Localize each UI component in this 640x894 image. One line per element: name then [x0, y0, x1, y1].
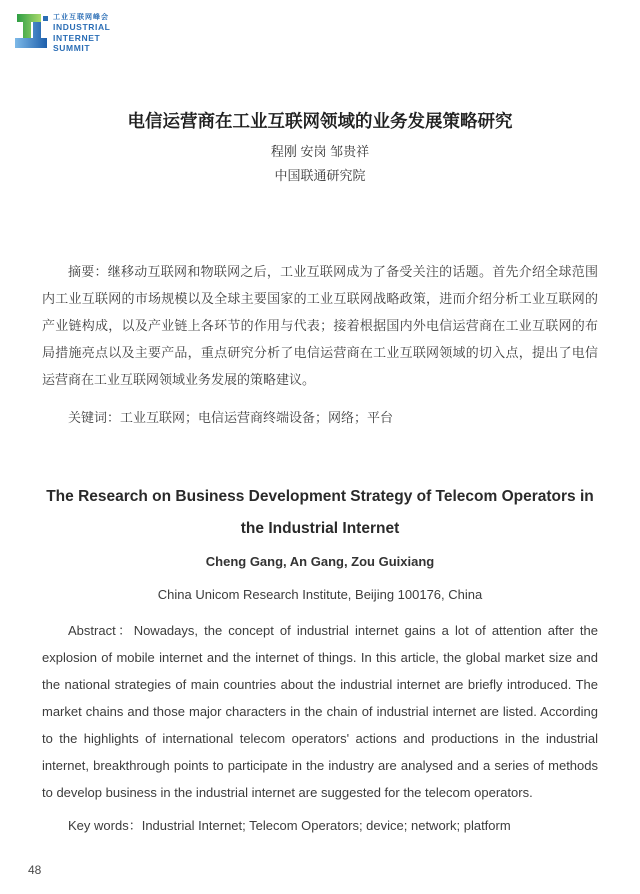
- en-title: The Research on Business Development Strategy of Telecom Operators in the Industrial Internet: [46, 488, 594, 537]
- en-keywords-text: Industrial Internet; Telecom Operators; device; network; platform: [141, 818, 511, 833]
- en-abstract-label: Abstract：: [68, 623, 134, 638]
- page-number: 48: [28, 863, 42, 877]
- summit-logo-mark-icon: [14, 10, 48, 52]
- industrial-internet-summit-logo: [14, 10, 110, 54]
- cn-abstract-label: 摘要：: [68, 264, 108, 279]
- cn-keywords: [42, 404, 598, 431]
- cn-title: 电信运营商在工业互联网领域的业务发展策略研究: [127, 111, 513, 131]
- cn-abstract: [42, 258, 598, 393]
- cn-abstract-text: 继移动互联网和物联网之后，工业互联网成为了备受关注的话题。首先介绍全球范围内工业互联网的市场规模以及全球主要国家的工业互联网战略政策，进而介绍分析工业互联网的产业链构成，以及产业链上各环节的作用与代表；接着根据国内外电信运营商在工业互联网的布局措施亮点以及主要产品，重点研究分析了电信运营商在工业互联网领域的切入点，提出了电信运营商在工业互联网领域业务发展的策略建议。: [42, 264, 598, 387]
- en-abstract-text: Nowadays, the concept of industrial internet gains a lot of attention after the explosion of mobile internet and the internet of things. In this article, the global market size and the national strategies of main countries about the industrial internet are briefly introduced. The market chains and those major characters in the chain of industrial internet are listed. According to the highlights of international telecom operators' actions and productions in the industrial internet, breakthrough points to participate in the industry are analysed and a series of methods to develop business in the industrial internet are suggested for the telecom operators.: [42, 623, 598, 800]
- logo-en-line-3: SUMMIT: [53, 43, 91, 53]
- cn-affiliation: 中国联通研究院: [274, 168, 366, 183]
- en-keywords-label: Key words：: [68, 818, 142, 833]
- logo-cn-name: 工业互联网峰会: [53, 14, 109, 21]
- en-affiliation: China Unicom Research Institute, Beijing 100176, China: [157, 587, 483, 602]
- logo-en-line-2: INTERNET: [53, 32, 101, 43]
- cn-authors: 程刚 安岗 邹贵祥: [270, 144, 370, 159]
- cn-keywords-text: 工业互联网；电信运营商终端设备；网络；平台: [120, 410, 394, 425]
- en-authors: Cheng Gang, An Gang, Zou Guixiang: [205, 554, 435, 569]
- en-abstract: [42, 617, 598, 806]
- logo-en-line-1: INDUSTRIAL: [53, 22, 111, 32]
- cn-keywords-label: 关键词：: [68, 410, 121, 425]
- en-keywords: [42, 812, 598, 839]
- logo-text: [53, 10, 110, 54]
